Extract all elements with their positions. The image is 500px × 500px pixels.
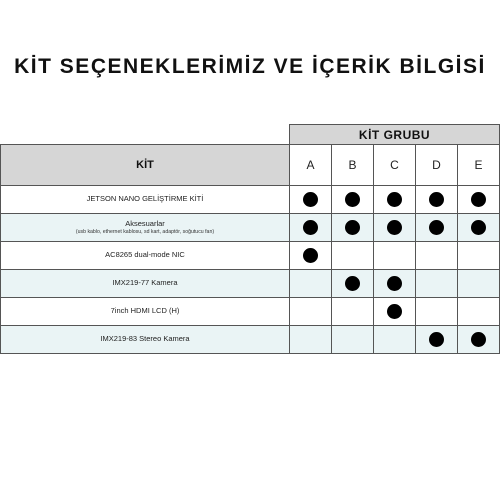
mark-cell [458, 298, 500, 326]
item-name: AC8265 dual-mode NIC [105, 250, 185, 260]
included-dot-icon [429, 332, 444, 347]
item-name-cell [1, 214, 290, 242]
mark-cell [290, 270, 332, 298]
included-dot-icon [387, 192, 402, 207]
included-dot-icon [471, 220, 486, 235]
group-column-c: C [374, 145, 416, 186]
mark-cell [374, 298, 416, 326]
item-name-cell [1, 326, 290, 354]
mark-cell [458, 186, 500, 214]
item-name-cell [1, 298, 290, 326]
item-name-cell [1, 186, 290, 214]
table-row [1, 186, 500, 214]
item-name: IMX219-77 Kamera [112, 278, 178, 288]
table-row [1, 242, 500, 270]
table-row [1, 214, 500, 242]
item-name-cell [1, 270, 290, 298]
table-row [1, 298, 500, 326]
table-row [1, 326, 500, 354]
mark-cell [332, 270, 374, 298]
mark-cell [374, 214, 416, 242]
mark-cell [374, 242, 416, 270]
item-name: Aksesuarlar [125, 218, 165, 228]
mark-cell [416, 242, 458, 270]
item-name: 7inch HDMI LCD (H) [110, 306, 180, 316]
mark-cell [458, 214, 500, 242]
column-header-row [1, 145, 500, 186]
mark-cell [416, 298, 458, 326]
included-dot-icon [387, 304, 402, 319]
mark-cell [374, 326, 416, 354]
included-dot-icon [303, 248, 318, 263]
group-column-b: B [332, 145, 374, 186]
item-name: IMX219-83 Stereo Kamera [100, 334, 190, 344]
mark-cell [374, 186, 416, 214]
mark-cell [332, 242, 374, 270]
included-dot-icon [345, 192, 360, 207]
included-dot-icon [387, 220, 402, 235]
mark-cell [290, 214, 332, 242]
group-column-e: E [458, 145, 500, 186]
kit-group-header: KİT GRUBU [290, 125, 500, 145]
included-dot-icon [471, 332, 486, 347]
kit-column-header: KİT [1, 145, 290, 186]
table-row [1, 270, 500, 298]
mark-cell [332, 326, 374, 354]
group-header-row [1, 125, 500, 145]
included-dot-icon [345, 276, 360, 291]
mark-cell [416, 214, 458, 242]
mark-cell [374, 270, 416, 298]
mark-cell [332, 214, 374, 242]
mark-cell [290, 186, 332, 214]
included-dot-icon [303, 220, 318, 235]
mark-cell [290, 326, 332, 354]
item-name: JETSON NANO GELİŞTİRME KİTİ [86, 194, 204, 204]
mark-cell [458, 242, 500, 270]
mark-cell [332, 186, 374, 214]
mark-cell [416, 270, 458, 298]
mark-cell [416, 186, 458, 214]
included-dot-icon [387, 276, 402, 291]
included-dot-icon [429, 220, 444, 235]
mark-cell [416, 326, 458, 354]
header-spacer [1, 125, 290, 145]
group-column-a: A [290, 145, 332, 186]
mark-cell [290, 242, 332, 270]
page-title: KİT SEÇENEKLERİMİZ VE İÇERİK BİLGİSİ [14, 55, 486, 78]
mark-cell [290, 298, 332, 326]
kit-options-table [0, 124, 500, 354]
included-dot-icon [303, 192, 318, 207]
item-subtext: (usb kablo, ethernet kablosu, sd kart, adaptör, soğutucu fan) [75, 229, 215, 236]
included-dot-icon [471, 192, 486, 207]
included-dot-icon [429, 192, 444, 207]
mark-cell [332, 298, 374, 326]
group-column-d: D [416, 145, 458, 186]
mark-cell [458, 326, 500, 354]
included-dot-icon [345, 220, 360, 235]
item-name-cell [1, 242, 290, 270]
mark-cell [458, 270, 500, 298]
